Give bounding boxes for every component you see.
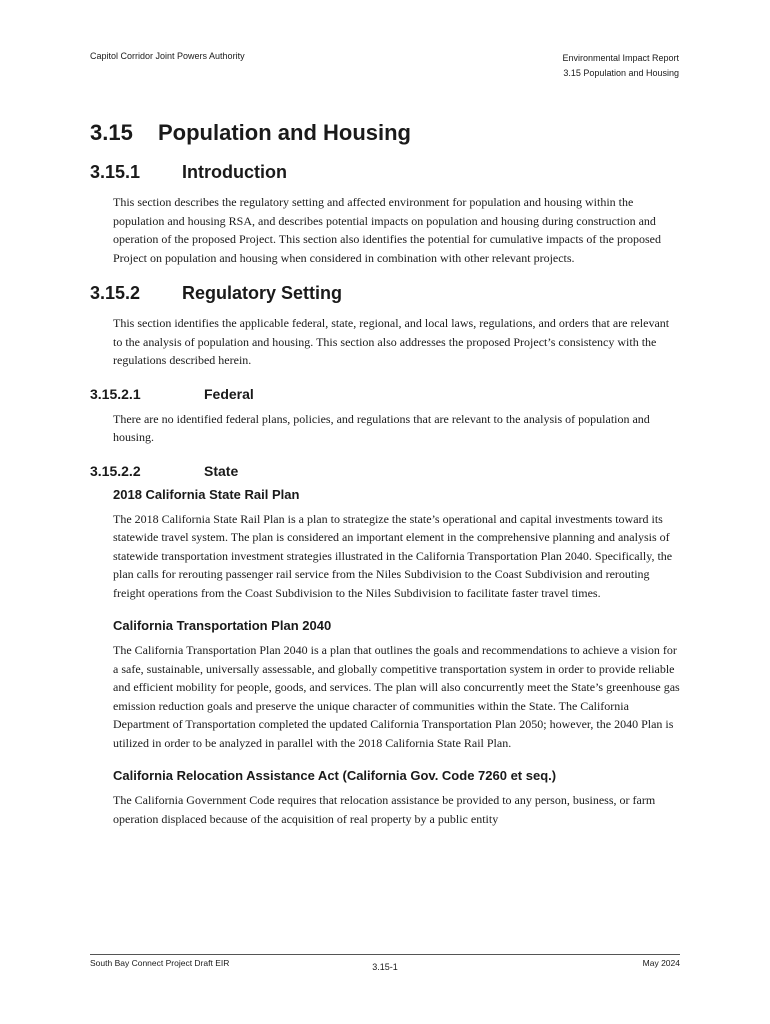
header-section-title: 3.15 Population and Housing bbox=[563, 68, 679, 78]
rail-plan-heading: 2018 California State Rail Plan bbox=[113, 486, 300, 502]
regulatory-paragraph: This section identifies the applicable federal, state, regional, and local laws, regulations, and orders that are relevant to the analysis of population and housing. This section also addresses the proposed Project’s consistency with the regulations described herein. bbox=[113, 316, 670, 367]
footer-date: May 2024 bbox=[642, 958, 680, 968]
section-heading bbox=[90, 120, 680, 146]
federal-paragraph: There are no identified federal plans, policies, and regulations that are relevant to the analysis of population and housing. bbox=[113, 411, 650, 444]
relocation-paragraph: The California Government Code requires that relocation assistance be provided to any person, business, or farm operation displaced because of the acquisition of real property by a public entity bbox=[113, 793, 656, 826]
rail-plan-paragraph: The 2018 California State Rail Plan is a plan to strategize the state’s operational and capital investments toward its statewide travel system. The plan is considered an important element in the comprehensive planning and analysis of statewide transportation investment strategies illustrated in the California Transportation Plan 2040. Specifically, the plan calls for rerouting passenger rail service from the Niles Subdivision to the Coast Subdivision and rerouting freight operations from the Coast Subdivision to the Niles Subdivision to facilitate faster travel times. bbox=[113, 511, 673, 600]
regulatory-number: 3.15.2 bbox=[90, 283, 141, 303]
relocation-heading: California Relocation Assistance Act (California Gov. Code 7260 et seq.) bbox=[113, 768, 557, 783]
document-body bbox=[90, 120, 680, 844]
federal-heading bbox=[90, 386, 680, 402]
state-heading bbox=[90, 463, 680, 479]
state-title: State bbox=[204, 462, 239, 479]
federal-number: 3.15.2.1 bbox=[90, 385, 141, 402]
ctp-paragraph: The California Transportation Plan 2040 is a plan that outlines the goals and recommendations to achieve a vision for a safe, sustainable, universally assessable, and globally competitive transportation system in order to provide reliable and efficient mobility for people, goods, and services. The plan will also concurrently meet the State’s greenhouse gas emission reduction goals and preserve the unique character of communities within the State. The California Department of Transportation completed the updated California Transportation Plan 2050; however, the 2040 Plan is utilized in order to be analyzed in parallel with the 2018 California State Rail Plan. bbox=[113, 643, 680, 750]
footer-document-name: South Bay Connect Project Draft EIR bbox=[90, 958, 230, 968]
header-organization: Capitol Corridor Joint Powers Authority bbox=[90, 51, 245, 61]
intro-heading bbox=[90, 162, 680, 183]
regulatory-title: Regulatory Setting bbox=[182, 283, 343, 303]
header-right bbox=[562, 51, 679, 81]
section-number: 3.15 bbox=[90, 120, 133, 145]
ctp-heading: California Transportation Plan 2040 bbox=[113, 618, 332, 633]
intro-paragraph: This section describes the regulatory setting and affected environment for population and housing within the population and housing RSA, and describes potential impacts on population and housing during construction and operation of the proposed Project. This section also identifies the potential for cumulative impacts of the proposed Project on population and housing when considered in combination with other relevant projects. bbox=[113, 195, 661, 265]
state-number: 3.15.2.2 bbox=[90, 462, 141, 479]
federal-title: Federal bbox=[204, 385, 254, 402]
header-doc-title: Environmental Impact Report bbox=[562, 53, 679, 63]
footer-divider bbox=[90, 954, 680, 955]
regulatory-heading bbox=[90, 283, 680, 304]
intro-title: Introduction bbox=[182, 162, 287, 182]
section-title: Population and Housing bbox=[158, 120, 411, 145]
intro-number: 3.15.1 bbox=[90, 162, 141, 182]
footer-page-number: 3.15-1 bbox=[372, 962, 398, 972]
